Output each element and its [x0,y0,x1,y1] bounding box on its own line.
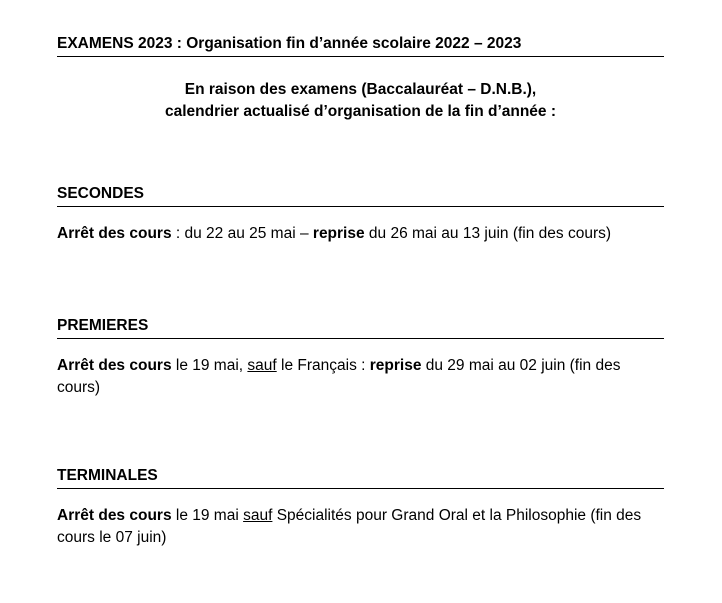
document-title [57,34,664,57]
except-text: sauf [247,357,277,374]
stop-text: le 19 mai [171,507,244,524]
resume-text: du 29 mai au 02 juin (fin des cours) [57,357,621,396]
stop-label: Arrêt des cours [57,225,172,242]
section-secondes [57,184,664,245]
section-premieres [57,316,664,399]
document-page [57,34,664,546]
section-paragraph [57,505,664,549]
stop-text: le 19 mai, [171,357,248,374]
except-text: sauf [243,507,273,524]
section-paragraph [57,355,664,399]
section-terminales [57,466,664,549]
title-rest: : Organisation fin d’année scolaire 2022 – 2023 [172,35,522,52]
section-paragraph [57,223,664,245]
resume-label: reprise [369,357,422,374]
intro-line-1: En raison des examens (Baccalauréat – D.N.B.), [184,81,537,98]
intro-paragraph [57,79,664,123]
title-bold: EXAMENS 2023 [57,35,173,52]
section-heading: TERMINALES [57,466,664,489]
resume-label: reprise [312,225,365,242]
subject-text: Spécialités pour Grand Oral et la Philosophie (fin des cours le 07 juin) [57,507,642,546]
stop-text: : du 22 au 25 mai – [171,225,313,242]
section-heading: SECONDES [57,184,664,207]
stop-label: Arrêt des cours [57,357,172,374]
resume-text: du 26 mai au 13 juin (fin des cours) [364,225,612,242]
subject-text: le Français : [276,357,370,374]
section-heading: PREMIERES [57,316,664,339]
stop-label: Arrêt des cours [57,507,172,524]
intro-line-2: calendrier actualisé d’organisation de la fin d’année : [164,103,557,120]
